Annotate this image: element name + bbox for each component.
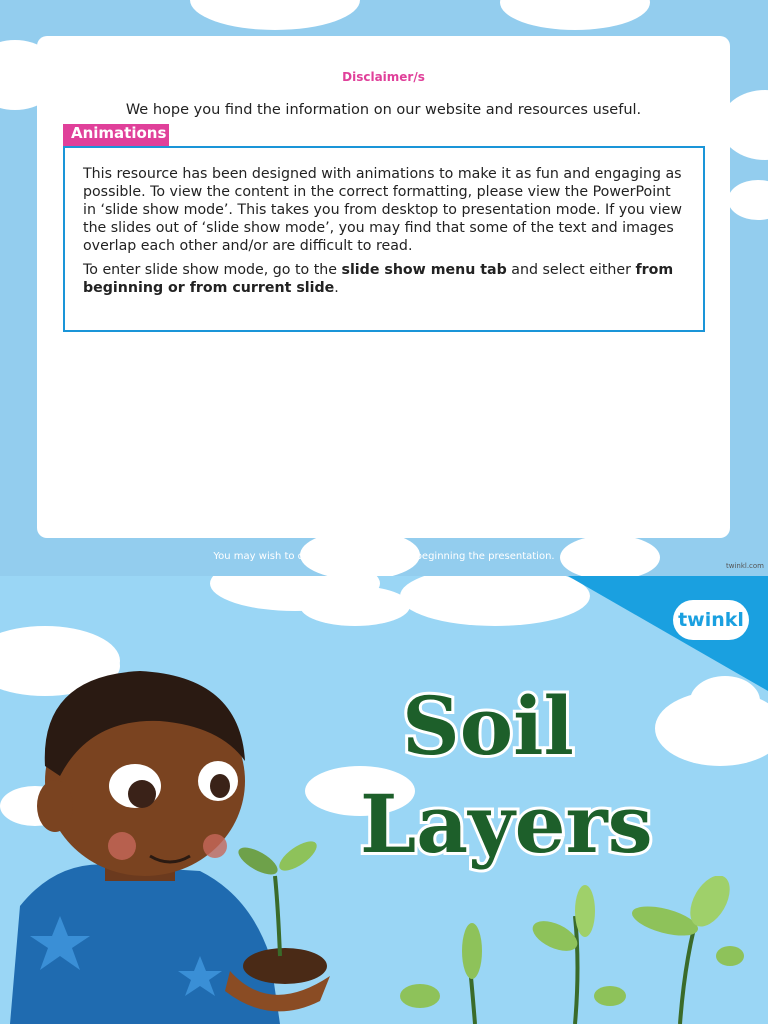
instruction-text: and select either	[506, 262, 636, 278]
cloud	[400, 576, 590, 626]
instruction-end: .	[334, 280, 339, 296]
instruction-text: To enter slide show mode, go to the	[83, 262, 342, 278]
disclaimer-card	[37, 36, 730, 538]
instruction-bold-menu: slide show menu tab	[341, 262, 507, 278]
animations-info-box	[63, 146, 705, 332]
seedlings-illustration	[380, 876, 768, 1024]
cloud	[500, 0, 650, 30]
footer-note: You may wish to delete this slide before beginning the presentation.	[213, 551, 555, 562]
instruction-bold-option: from beginning or from current slide	[83, 262, 674, 296]
boy-illustration	[0, 656, 340, 1024]
animations-paragraph: This resource has been designed with animations to make it as fun and engaging as possible. To view the content in the correct formatting, please view the PowerPoint in ‘slide show mode’. This takes you from desktop to presentation mode. If you view the slides out of ‘slide show mode’, you may find that some of the text and images overlap each other and/or are difficult to read.	[83, 166, 682, 254]
cloud	[728, 180, 768, 220]
slide-show-instructions	[83, 261, 685, 297]
cloud	[300, 586, 410, 626]
animations-tab: Animations	[63, 124, 169, 146]
cloud	[190, 0, 360, 30]
title-line-2: Layers	[360, 777, 653, 871]
disclaimer-title: Disclaimer/s	[342, 70, 425, 84]
twinkl-logo[interactable]: twinkl	[673, 600, 749, 640]
site-label: twinkl.com	[725, 562, 764, 570]
title-line-1: Soil	[402, 679, 574, 773]
hope-text: We hope you find the information on our website and resources useful.	[125, 102, 642, 118]
title-slide	[0, 576, 768, 1024]
